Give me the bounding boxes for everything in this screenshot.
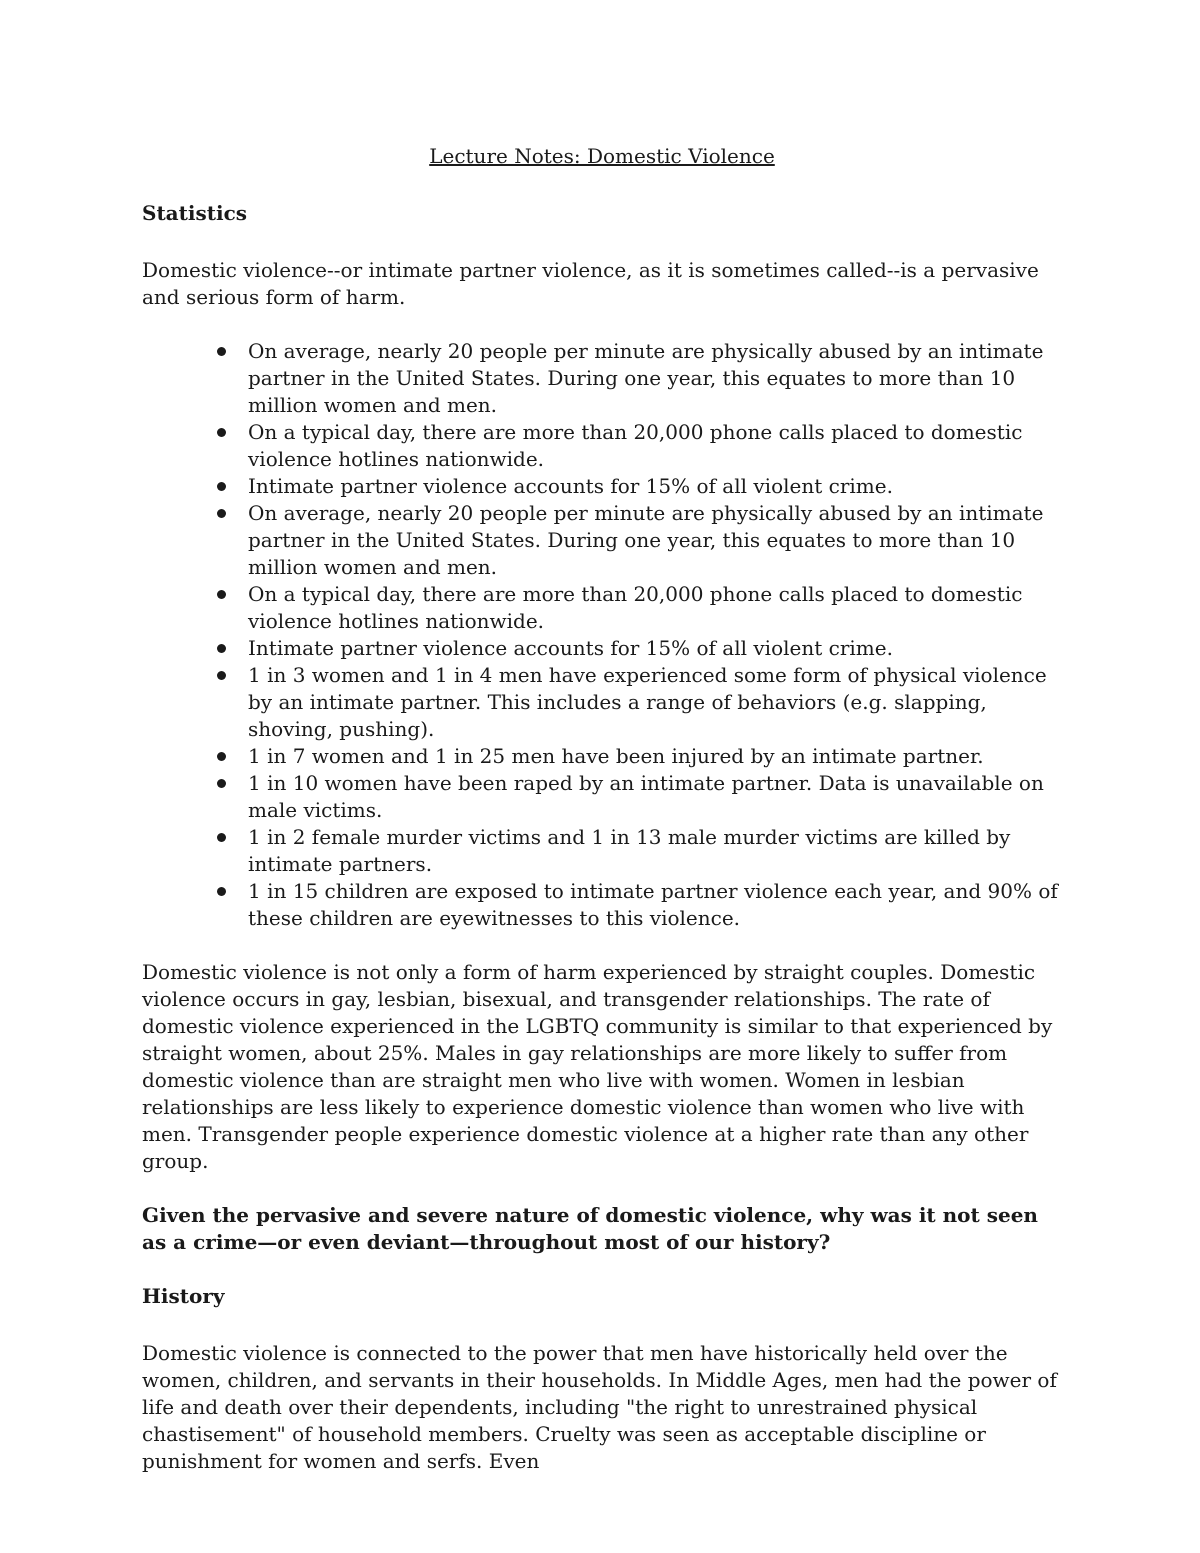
bullet-icon: [217, 752, 226, 761]
bullet-icon: [217, 482, 226, 491]
list-item-text: On average, nearly 20 people per minute are physically abused by an intimate partner in the United States. During one year, this equates to more than 10 million women and men.: [248, 501, 1044, 579]
list-item: [248, 635, 1062, 662]
list-item-text: 1 in 10 women have been raped by an intimate partner. Data is unavailable on male victims.: [248, 771, 1044, 822]
page-title: Lecture Notes: Domestic Violence: [429, 144, 775, 168]
list-item: [248, 500, 1062, 581]
statistics-heading: Statistics: [142, 201, 248, 225]
list-item-text: On a typical day, there are more than 20,000 phone calls placed to domestic violence hotlines nationwide.: [248, 582, 1023, 633]
list-item-text: On average, nearly 20 people per minute are physically abused by an intimate partner in the United States. During one year, this equates to more than 10 million women and men.: [248, 339, 1044, 417]
list-item-text: On a typical day, there are more than 20,000 phone calls placed to domestic violence hotlines nationwide.: [248, 420, 1023, 471]
list-item: [248, 581, 1062, 635]
bullet-icon: [217, 590, 226, 599]
statistics-list: [142, 338, 1062, 932]
list-item: [248, 824, 1062, 878]
document-content: [142, 142, 1062, 1502]
intro-paragraph: Domestic violence--or intimate partner violence, as it is sometimes called--is a pervasive and serious form of harm.: [142, 258, 1039, 309]
question-paragraph: Given the pervasive and severe nature of domestic violence, why was it not seen as a crime—or even deviant—throughout most of our history?: [142, 1203, 1038, 1254]
history-paragraph: Domestic violence is connected to the power that men have historically held over the women, children, and servants in their households. In Middle Ages, men had the power of life and death over their dependents, including "the right to unrestrained physical chastisement" of household members. Cruelty was seen as acceptable discipline or punishment for women and serfs. Even: [142, 1341, 1057, 1473]
list-item-text: Intimate partner violence accounts for 15% of all violent crime.: [248, 474, 893, 498]
list-item-text: 1 in 15 children are exposed to intimate partner violence each year, and 90% of these children are eyewitnesses to this violence.: [248, 879, 1058, 930]
bullet-icon: [217, 671, 226, 680]
list-item: [248, 878, 1062, 932]
bullet-icon: [217, 887, 226, 896]
list-item: [248, 338, 1062, 419]
list-item: [248, 473, 1062, 500]
bullet-icon: [217, 428, 226, 437]
bullet-icon: [217, 779, 226, 788]
list-item: [248, 743, 1062, 770]
list-item-text: 1 in 3 women and 1 in 4 men have experienced some form of physical violence by an intimate partner. This includes a range of behaviors (e.g. slapping, shoving, pushing).: [248, 663, 1047, 741]
bullet-icon: [217, 509, 226, 518]
list-item-text: 1 in 7 women and 1 in 25 men have been injured by an intimate partner.: [248, 744, 984, 768]
bullet-icon: [217, 347, 226, 356]
list-item-text: 1 in 2 female murder victims and 1 in 13 male murder victims are killed by intimate partners.: [248, 825, 1011, 876]
list-item-text: Intimate partner violence accounts for 15% of all violent crime.: [248, 636, 893, 660]
history-heading: History: [142, 1284, 225, 1308]
list-item: [248, 419, 1062, 473]
list-item: [248, 662, 1062, 743]
list-item: [248, 770, 1062, 824]
bullet-icon: [217, 644, 226, 653]
bullet-icon: [217, 833, 226, 842]
lgbtq-paragraph: Domestic violence is not only a form of harm experienced by straight couples. Domestic violence occurs in gay, lesbian, bisexual, and transgender relationships. The rate of domestic violence experienced in the LGBTQ community is similar to that experienced by straight women, about 25%. Males in gay relationships are more likely to suffer from domestic violence than are straight men who live with women. Women in lesbian relationships are less likely to experience domestic violence than women who live with men. Transgender people experience domestic violence at a higher rate than any other group.: [142, 960, 1053, 1173]
